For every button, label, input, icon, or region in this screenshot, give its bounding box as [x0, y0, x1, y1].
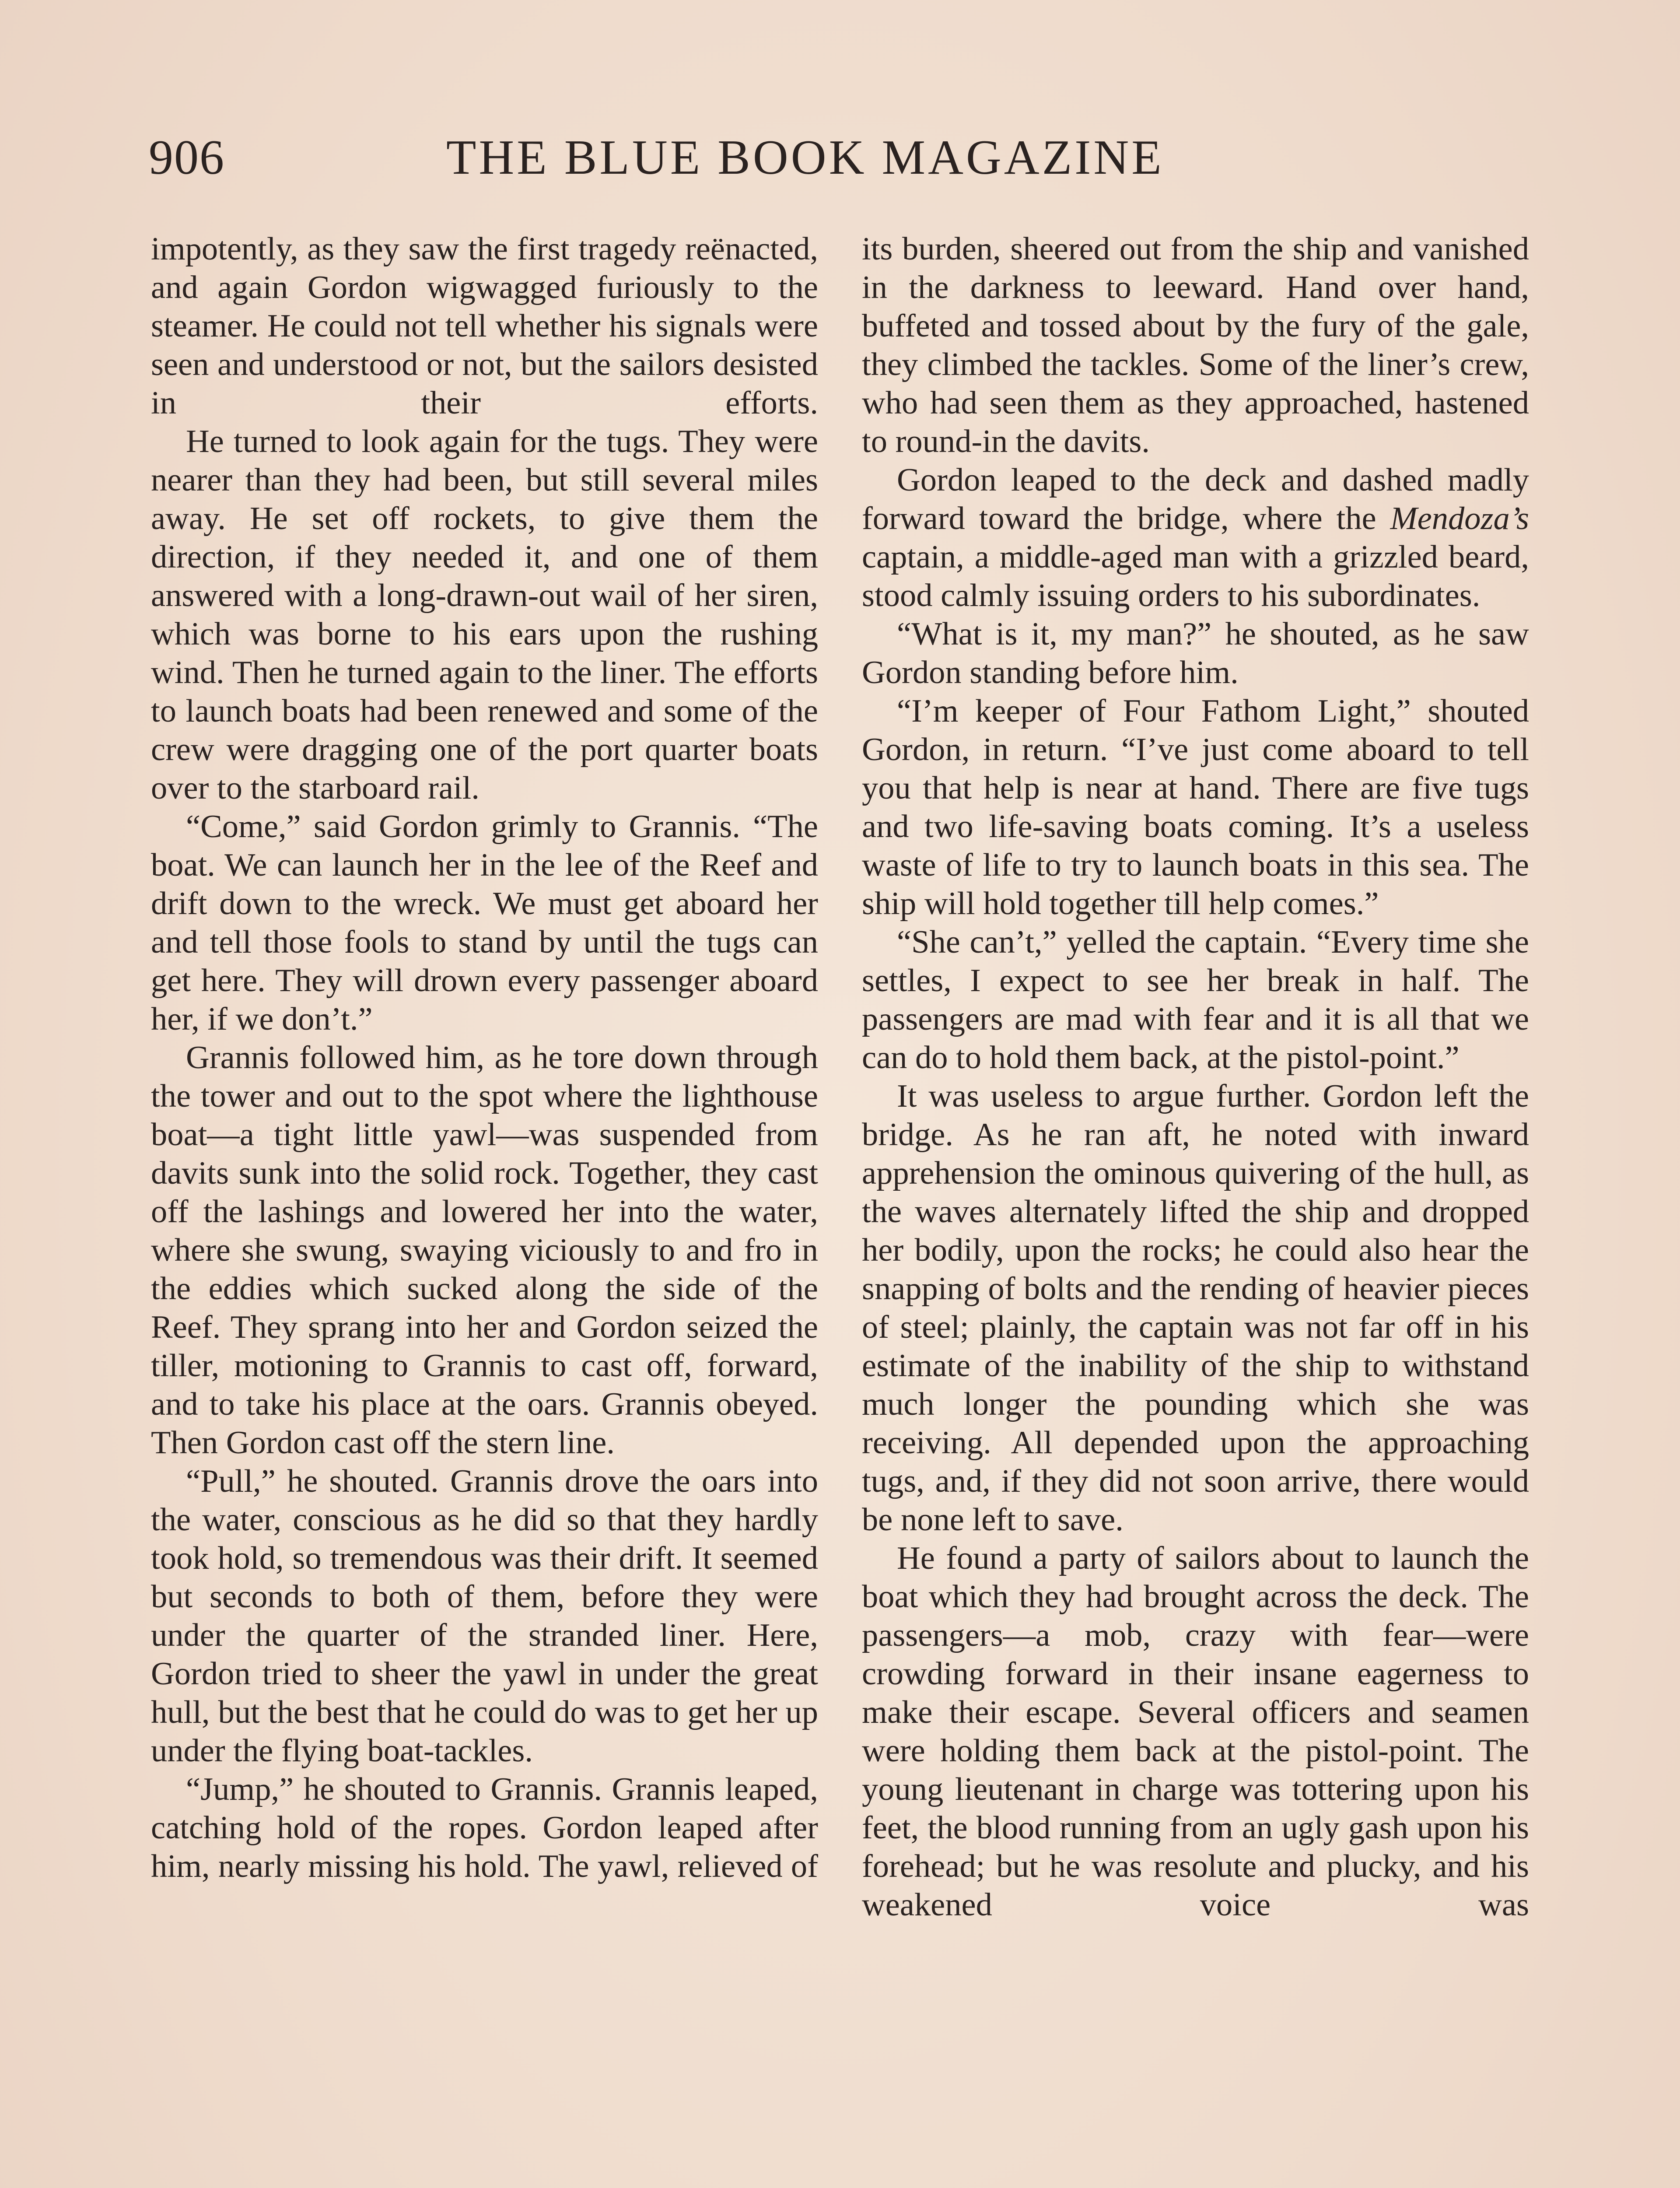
right-column — [862, 230, 1529, 2188]
paragraph — [862, 461, 1529, 615]
paragraph: “Come,” said Gordon grimly to Grannis. “The boat. We can launch her in the lee of the Reef and drift down to the wreck. We must get aboard her and tell those fools to stand by until the tugs can get here. They will drown every passenger aboard her, if we don’t.” — [151, 809, 818, 1037]
paragraph: “What is it, my man?” he shouted, as he saw Gordon standing before him. — [862, 616, 1529, 691]
paragraph: “Pull,” he shouted. Grannis drove the oars into the water, conscious as he did so that they hardly took hold, so tremendous was their drift. It seemed but seconds to both of them, before they were under the quarter of the stranded liner. Here, Gordon tried to sheer the yawl in under the great hull, but the best that he could do was to get her up under the flying boat-tackles. — [151, 1463, 818, 1769]
page-number: 906 — [149, 130, 225, 185]
paragraph: “I’m keeper of Four Fathom Light,” shouted Gordon, in return. “I’ve just come aboard to tell you that help is near at hand. There are five tugs and two life-saving boats coming. It’s a useless waste of life to try to launch boats in this sea. The ship will hold together till help comes.” — [862, 693, 1529, 922]
left-column — [151, 230, 818, 2188]
page-header — [149, 125, 1531, 190]
paragraph-text: captain, a middle-aged man with a grizzled beard, stood calmly issuing orders to his subordinates. — [862, 539, 1529, 614]
paragraph: Grannis followed him, as he tore down through the tower and out to the spot where the lighthouse boat—a tight little yawl—was suspended from davits sunk into the solid rock. Together, they cast off the lashings and lowered her into the water, where she swung, swaying viciously to and fro in the eddies which sucked along the side of the Reef. They sprang into her and Gordon seized the tiller, motioning to Grannis to cast off, forward, and to take his place at the oars. Grannis obeyed. Then Gordon cast off the stern line. — [151, 1040, 818, 1461]
paragraph: He found a party of sailors about to launch the boat which they had brought across the deck. The passengers—a mob, crazy with fear—were crowding forward in their insane eagerness to make their escape. Several officers and seamen were holding them back at the pistol-point. The young lieutenant in charge was tottering upon his feet, the blood running from an ugly gash upon his forehead; but he was resolute and plucky, and his weakened voice was — [862, 1540, 1529, 1923]
paragraph: impotently, as they saw the first tragedy reënacted, and again Gordon wigwagged furiously to the steamer. He could not tell whether his signals were seen and understood or not, but the sailors desisted in their efforts. — [151, 231, 818, 421]
magazine-title: THE BLUE BOOK MAGAZINE — [446, 130, 1164, 185]
paragraph: He turned to look again for the tugs. They were nearer than they had been, but still several miles away. He set off rockets, to give them the direction, if they needed it, and one of them answered with a long-drawn-out wail of her siren, which was borne to his ears upon the rushing wind. Then he turned again to the liner. The efforts to launch boats had been renewed and some of the crew were dragging one of the port quarter boats over to the starboard rail. — [151, 424, 818, 806]
ship-name: Mendoza’s — [1390, 501, 1529, 536]
paragraph: It was useless to argue further. Gordon left the bridge. As he ran aft, he noted with inward apprehension the ominous quivering of the hull, as the waves alternately lifted the ship and dropped her bodily, upon the rocks; he could also hear the snapping of bolts and the rending of heavier pieces of steel; plainly, the captain was not far off in his estimate of the inability of the ship to withstand much longer the pounding which she was receiving. All depended upon the approaching tugs, and, if they did not soon arrive, there would be none left to save. — [862, 1078, 1529, 1538]
paragraph: “Jump,” he shouted to Grannis. Grannis leaped, catching hold of the ropes. Gordon leaped after him, nearly missing his hold. The yawl, relieved of — [151, 1771, 818, 1884]
paragraph: its burden, sheered out from the ship and vanished in the darkness to leeward. Hand over hand, buffeted and tossed about by the fury of the gale, they climbed the tackles. Some of the liner’s crew, who had seen them as they approached, hastened to round-in the davits. — [862, 231, 1529, 459]
paragraph: “She can’t,” yelled the captain. “Every time she settles, I expect to see her break in half. The passengers are mad with fear and it is all that we can do to hold them back, at the pistol-point.” — [862, 924, 1529, 1076]
paragraph-text: Gordon leaped to the deck and dashed madly forward toward the bridge, where the — [862, 462, 1529, 536]
